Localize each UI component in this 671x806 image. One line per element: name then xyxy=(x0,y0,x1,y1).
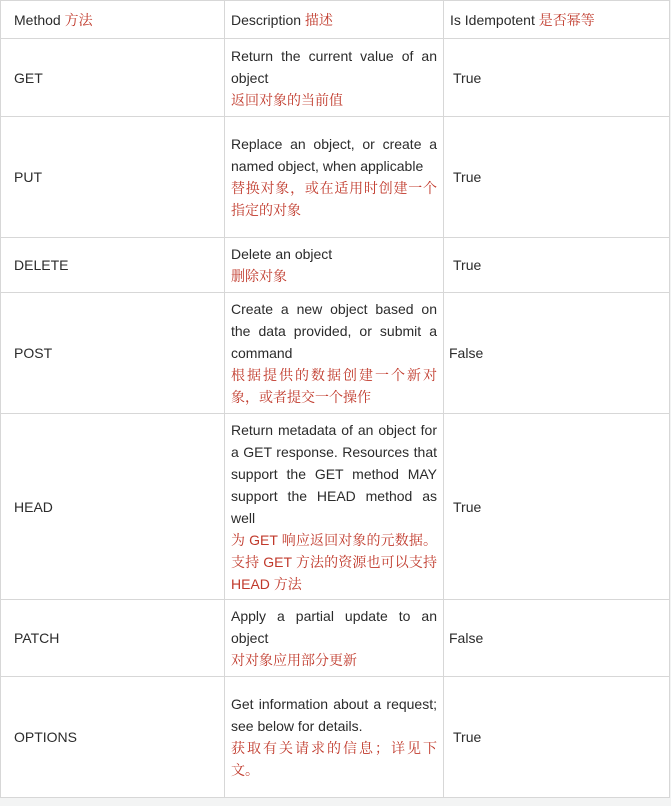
header-description xyxy=(225,1,444,39)
description-zh: 获取有关请求的信息；详见下文。 xyxy=(231,740,437,778)
description-cell xyxy=(225,117,444,238)
description-zh: 对对象应用部分更新 xyxy=(231,652,357,668)
method-cell: HEAD xyxy=(1,414,225,600)
header-description-en: Description xyxy=(231,11,302,28)
table-header-row xyxy=(1,1,670,39)
description-cell xyxy=(225,414,444,600)
description-zh: 替换对象，或在适用时创建一个指定的对象 xyxy=(231,180,437,218)
header-idempotent xyxy=(444,1,670,39)
header-description-zh: 描述 xyxy=(304,11,333,28)
description-zh: 根据提供的数据创建一个新对象，或者提交一个操作 xyxy=(231,367,437,405)
method-cell: DELETE xyxy=(1,238,225,293)
table-row xyxy=(1,238,670,293)
description-zh: 为 GET 响应返回对象的元数据。支持 GET 方法的资源也可以支持 HEAD 方法 xyxy=(231,531,437,592)
method-cell: GET xyxy=(1,39,225,117)
table-row xyxy=(1,39,670,117)
description-en: Return metadata of an object for a GET response. Resources that support the GET method MAY support the HEAD method as well xyxy=(231,421,437,526)
description-en: Apply a partial update to an object xyxy=(231,608,437,646)
page-bottom-strip xyxy=(0,798,671,806)
description-en: Return the current value of an object xyxy=(231,47,437,86)
description-cell xyxy=(225,677,444,798)
description-zh: 删除对象 xyxy=(231,268,287,284)
description-cell xyxy=(225,39,444,117)
description-cell xyxy=(225,600,444,677)
description-zh: 返回对象的当前值 xyxy=(231,91,343,108)
description-cell xyxy=(225,238,444,293)
method-cell: PUT xyxy=(1,117,225,238)
table-row xyxy=(1,293,670,414)
method-cell: POST xyxy=(1,293,225,414)
idempotent-cell: True xyxy=(444,414,670,600)
table-row xyxy=(1,117,670,238)
idempotent-cell: True xyxy=(444,677,670,798)
header-method-en: Method xyxy=(14,11,61,28)
description-en: Replace an object, or create a named object, when applicable xyxy=(231,136,437,174)
method-cell: OPTIONS xyxy=(1,677,225,798)
header-method-zh: 方法 xyxy=(64,11,93,28)
description-en: Get information about a request; see below for details. xyxy=(231,696,437,734)
header-method xyxy=(1,1,225,39)
header-idempotent-zh: 是否幂等 xyxy=(538,11,595,28)
table-row xyxy=(1,414,670,600)
idempotent-cell: True xyxy=(444,117,670,238)
method-cell: PATCH xyxy=(1,600,225,677)
idempotent-cell: False xyxy=(444,600,670,677)
idempotent-cell: True xyxy=(444,39,670,117)
idempotent-cell: False xyxy=(444,293,670,414)
idempotent-cell: True xyxy=(444,238,670,293)
description-en: Create a new object based on the data provided, or submit a command xyxy=(231,301,437,361)
description-en: Delete an object xyxy=(231,246,333,262)
table-row xyxy=(1,600,670,677)
description-cell xyxy=(225,293,444,414)
table-row xyxy=(1,677,670,798)
header-idempotent-en: Is Idempotent xyxy=(450,11,535,28)
